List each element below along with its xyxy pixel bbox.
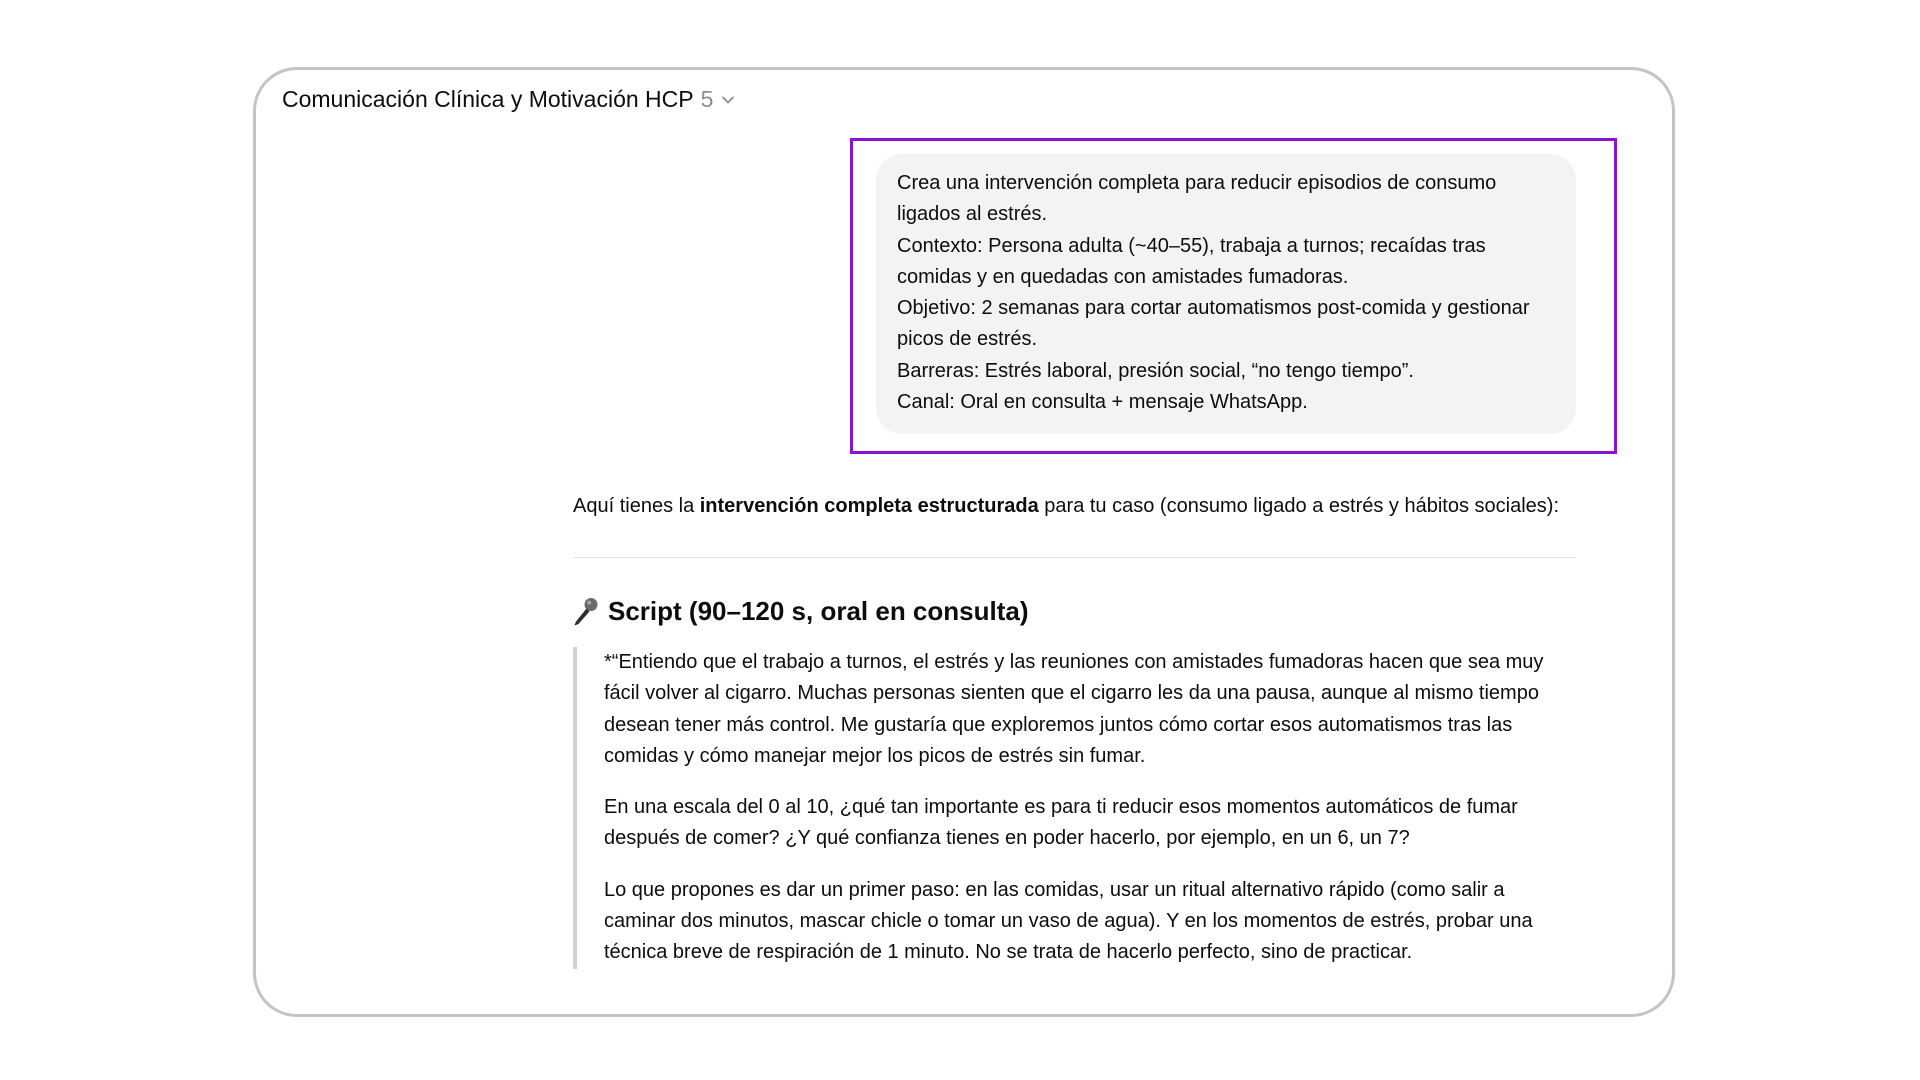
script-blockquote [573,647,1576,969]
chat-window [253,67,1675,1017]
script-paragraph: *“Entiendo que el trabajo a turnos, el estrés y las reuniones con amistades fumadoras hacen que sea muy fácil volver al cigarro. Muchas personas sienten que el cigarro les da una pausa, aunque al mismo tiempo desean tener más control. Me gustaría que exploremos juntos cómo cortar esos automatismos tras las comidas y cómo manejar mejor los picos de estrés sin fumar. [604,651,1544,767]
script-paragraph: En una escala del 0 al 10, ¿qué tan importante es para ti reducir esos momentos automáticos de fumar después de comer? ¿Y qué confianza tienes en poder hacerlo, por ejemplo, en un 6, un 7? [604,796,1518,850]
section-divider [573,557,1576,558]
microphone-icon [573,597,599,627]
user-message-line: Barreras: Estrés laboral, presión social, “no tengo tiempo”. [897,359,1414,382]
section-heading [573,596,1576,627]
section-title: Script (90–120 s, oral en consulta) [608,596,1029,626]
script-paragraph: Lo que propones es dar un primer paso: en las comidas, usar un ritual alternativo rápido (como salir a caminar dos minutos, mascar chicle o tomar un vaso de agua). Y en los momentos de estrés, probar una técnica breve de respiración de 1 minuto. No se trata de hacerlo perfecto, sino de practicar. [604,878,1533,964]
intro-bold-text: intervención completa estructurada [699,495,1039,517]
user-message-bubble [876,154,1576,434]
model-name: Comunicación Clínica y Motivación HCP [282,86,694,112]
chevron-down-icon [721,93,735,107]
assistant-intro: Aquí tienes la intervención completa estructurada para tu caso (consumo ligado a estrés y hábitos sociales): [573,495,1559,517]
user-message-line: Crea una intervención completa para reducir episodios de consumo ligados al estrés. [897,172,1497,226]
user-message-line: Canal: Oral en consulta + mensaje WhatsApp. [897,391,1308,414]
assistant-message [573,488,1576,989]
user-message-line: Contexto: Persona adulta (~40–55), trabaja a turnos; recaídas tras comidas y en quedadas con amistades fumadoras. [897,234,1486,288]
model-version: 5 [700,86,714,112]
user-message-line: Objetivo: 2 semanas para cortar automatismos post-comida y gestionar picos de estrés. [897,297,1530,351]
model-switcher[interactable] [282,86,735,113]
